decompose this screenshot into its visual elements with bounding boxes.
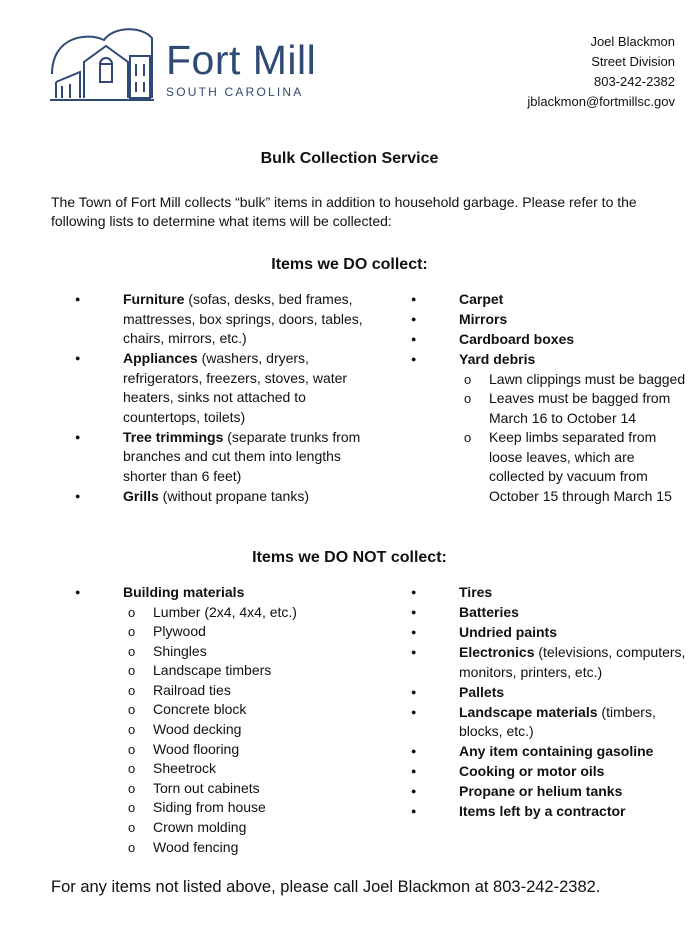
- sub-list-item: o Sheetrock: [123, 759, 365, 779]
- sub-list-item: o Siding from house: [123, 798, 365, 818]
- item-label: Batteries: [459, 604, 519, 620]
- list-item: [99, 583, 365, 857]
- list-item: [435, 603, 691, 623]
- do-collect-heading: Items we DO collect:: [271, 256, 428, 273]
- list-item: [435, 290, 686, 310]
- list-item: [435, 802, 691, 822]
- do-not-collect-list-left: [75, 583, 365, 858]
- document-title: Bulk Collection Service: [260, 150, 439, 167]
- list-item: [435, 310, 686, 330]
- item-label: Mirrors: [459, 311, 508, 327]
- do-not-collect-list-right: [411, 583, 691, 822]
- item-label: Any item containing gasoline: [459, 743, 654, 759]
- item-label: Pallets: [459, 683, 505, 700]
- item-detail: (sofas, desks, bed frames, mattresses, box springs, doors, tables, chairs, mirrors, etc.): [123, 291, 363, 346]
- list-item: [435, 623, 691, 643]
- sub-list-item: o Landscape timbers: [123, 661, 365, 681]
- item-label: Tires: [459, 584, 493, 600]
- contact-name: Joel Blackmon: [590, 34, 675, 49]
- sub-list: [123, 603, 365, 858]
- list-item: [435, 330, 686, 350]
- sub-list-item: o Railroad ties: [123, 681, 365, 701]
- sub-list: [459, 370, 686, 507]
- item-label: Cooking or motor oils: [459, 763, 605, 779]
- list-item: [435, 643, 691, 682]
- sub-list-item: o Wood decking: [123, 720, 365, 740]
- sub-list-item: o Torn out cabinets: [123, 779, 365, 799]
- sub-list-item: o Lumber (2x4, 4x4, etc.): [123, 603, 365, 623]
- sub-list-item: o Leaves must be bagged from March 16 to October 14: [459, 389, 686, 428]
- sub-list-item: o Lawn clippings must be bagged: [459, 370, 686, 390]
- list-item: [435, 782, 691, 802]
- list-item: [435, 350, 686, 507]
- sub-list-item: o Plywood: [123, 622, 365, 642]
- list-item: [435, 703, 691, 742]
- item-label: Undried paints: [459, 624, 558, 640]
- sub-list-item: o Shingles: [123, 642, 365, 662]
- logo-subtitle: SOUTH CAROLINA: [166, 85, 304, 99]
- item-label: Building materials: [123, 584, 245, 600]
- item-detail: (separate trunks from branches and cut them into lengths shorter than 6 feet): [123, 428, 361, 484]
- intro-paragraph: The Town of Fort Mill collects “bulk” items in addition to household garbage. Please refer to the following lists to determine what items will be collected:: [51, 194, 637, 229]
- list-item: [435, 762, 691, 782]
- item-label: Propane or helium tanks: [459, 783, 623, 799]
- item-detail: (televisions, computers, monitors, printers, etc.): [459, 644, 686, 680]
- sub-list-item: o Concrete block: [123, 700, 365, 720]
- item-label: Electronics: [459, 644, 535, 660]
- do-not-collect-heading: Items we DO NOT collect:: [252, 549, 447, 566]
- item-label: Yard debris: [459, 351, 536, 367]
- list-item: [435, 583, 691, 603]
- item-label: Cardboard boxes: [459, 331, 575, 347]
- item-label: Landscape materials: [459, 703, 598, 720]
- list-item: [99, 290, 365, 349]
- contact-email: jblackmon@fortmillsc.gov: [527, 94, 675, 109]
- list-item: [435, 683, 691, 703]
- sub-list-item: o Crown molding: [123, 818, 365, 838]
- list-item: [99, 428, 365, 487]
- item-label: Furniture: [123, 291, 185, 307]
- do-collect-list-right: [411, 290, 686, 507]
- sub-list-item: o Wood fencing: [123, 838, 365, 858]
- item-label: Appliances: [123, 350, 198, 366]
- item-detail: (washers, dryers, refrigerators, freezers, stoves, water heaters, sinks not attached to countertops, toilets): [123, 350, 348, 425]
- contact-division: Street Division: [591, 54, 675, 69]
- list-item: [99, 487, 365, 507]
- item-label: Tree trimmings: [123, 428, 224, 445]
- list-item: [99, 349, 365, 427]
- logo-wordmark: Fort Mill: [166, 37, 317, 83]
- item-detail: (timbers, blocks, etc.): [459, 703, 656, 739]
- item-label: Grills: [123, 487, 159, 504]
- contact-block: [527, 32, 675, 112]
- item-label: Items left by a contractor: [459, 803, 626, 819]
- item-label: Carpet: [459, 291, 504, 307]
- sub-list-item: o Keep limbs separated from loose leaves, which are collected by vacuum from October 15 through March 15: [459, 428, 686, 506]
- list-item: [435, 742, 691, 762]
- sub-list-item: o Wood flooring: [123, 740, 365, 760]
- item-detail: (without propane tanks): [158, 487, 309, 504]
- contact-phone: 803-242-2382: [594, 74, 675, 89]
- footer-note: For any items not listed above, please call Joel Blackmon at 803-242-2382.: [51, 878, 601, 896]
- do-collect-list-left: [75, 290, 365, 507]
